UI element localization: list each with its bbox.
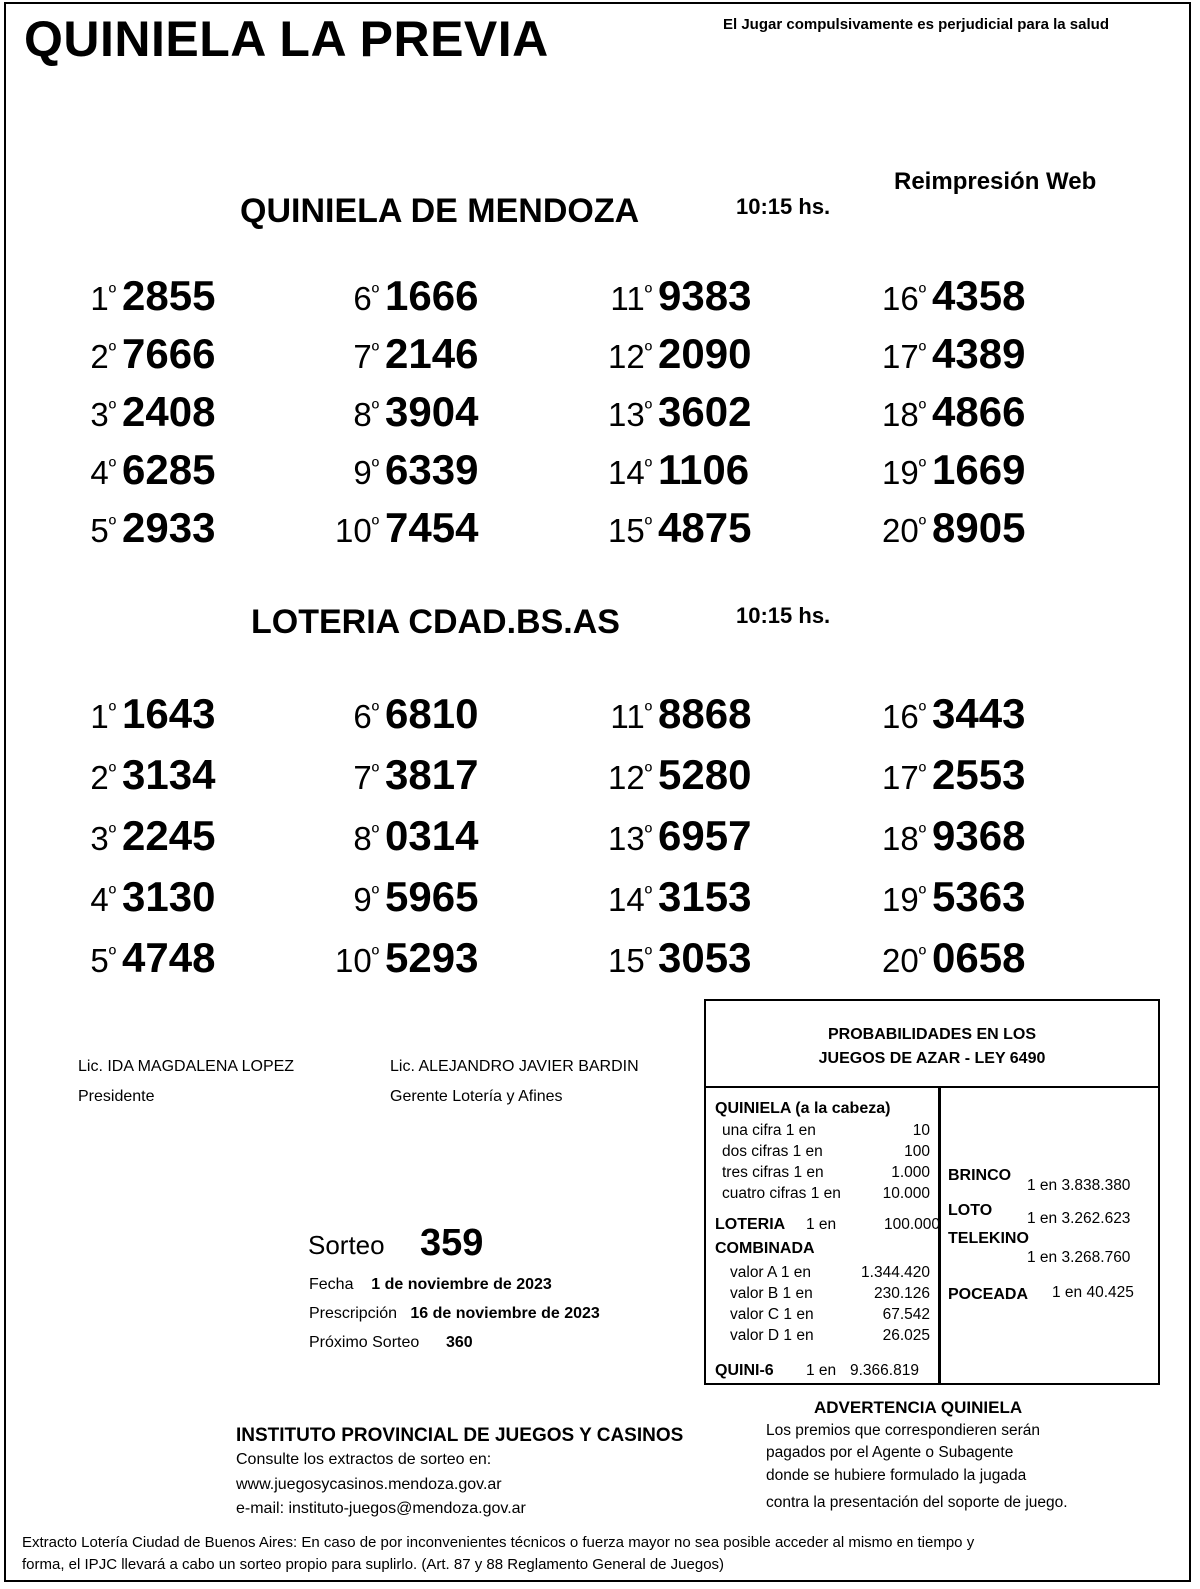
- sorteo-number: 359: [420, 1222, 484, 1264]
- result-number: 3443: [932, 690, 1026, 737]
- quiniela-odds-value: 10.000: [882, 1185, 930, 1202]
- combinada-odds-label: valor A 1 en: [730, 1264, 812, 1281]
- result-number: 2245: [122, 812, 216, 859]
- result-entry: [70, 934, 215, 982]
- signature-role-manager: Gerente Lotería y Afines: [390, 1088, 563, 1105]
- signature-name-manager: Lic. ALEJANDRO JAVIER BARDIN: [390, 1058, 639, 1075]
- result-number: 1669: [932, 446, 1026, 493]
- quini6-value: 9.366.819: [850, 1362, 919, 1379]
- result-number: 8905: [932, 504, 1026, 551]
- result-entry: [592, 446, 749, 494]
- poceada-value: 1 en 40.425: [1052, 1284, 1134, 1301]
- result-number: 3153: [658, 873, 752, 920]
- result-entry: [70, 690, 215, 738]
- result-number: 6957: [658, 812, 752, 859]
- result-entry: [592, 504, 751, 552]
- result-number: 5965: [385, 873, 479, 920]
- advertencia-line: donde se hubiere formulado la jugada: [766, 1467, 1027, 1484]
- probabilities-title-1: PROBABILIDADES EN LOS: [827, 1026, 1036, 1043]
- result-position: $15^º$: [607, 512, 652, 549]
- result-number: 3904: [385, 388, 479, 435]
- result-entry: [70, 504, 215, 552]
- advertencia-line: Los premios que correspondieren serán: [766, 1422, 1040, 1439]
- result-entry: [866, 330, 1025, 378]
- result-number: 6285: [122, 446, 216, 493]
- result-entry: [866, 388, 1025, 436]
- result-entry: [70, 812, 215, 860]
- section-title-mendoza: QUINIELA DE MENDOZA: [240, 192, 640, 230]
- result-number: 2855: [122, 272, 216, 319]
- combinada-odds-label: valor C 1 en: [730, 1306, 814, 1323]
- result-position: $7^º$: [353, 338, 379, 375]
- result-entry: [319, 388, 478, 436]
- section-time-ciudad: 10:15 hs.: [736, 603, 831, 628]
- result-entry: [592, 751, 751, 799]
- result-entry: [592, 388, 751, 436]
- proximo-label: Próximo Sorteo: [309, 1334, 420, 1351]
- signature-role-president: Presidente: [78, 1088, 155, 1105]
- result-number: 1106: [658, 446, 750, 493]
- result-number: 4748: [122, 934, 216, 981]
- signature-name-president: Lic. IDA MAGDALENA LOPEZ: [78, 1058, 295, 1075]
- result-number: 0314: [385, 812, 479, 859]
- result-position: $13^º$: [607, 820, 652, 857]
- prescripcion-value: 16 de noviembre de 2023: [410, 1305, 600, 1322]
- result-position: $3^º$: [90, 820, 116, 857]
- result-number: 2090: [658, 330, 752, 377]
- quiniela-odds-value: 10: [912, 1122, 930, 1139]
- result-number: 2146: [385, 330, 479, 377]
- institute-website-link[interactable]: www.juegosycasinos.mendoza.gov.ar: [236, 1476, 502, 1493]
- page-title: QUINIELA LA PREVIA: [24, 11, 549, 67]
- result-entry: [592, 812, 751, 860]
- result-position: $14^º$: [607, 881, 652, 918]
- institute-title: INSTITUTO PROVINCIAL DE JUEGOS Y CASINOS: [236, 1425, 684, 1446]
- result-position: $16^º$: [881, 698, 926, 735]
- result-entry: [866, 751, 1025, 799]
- advertencia-line: contra la presentación del soporte de juego.: [766, 1494, 1068, 1511]
- result-position: $8^º$: [353, 820, 379, 857]
- result-position: $13^º$: [607, 396, 652, 433]
- brinco-value: 1 en 3.838.380: [1027, 1177, 1131, 1194]
- result-entry: [866, 690, 1025, 738]
- result-entry: [319, 446, 478, 494]
- result-position: $5^º$: [90, 942, 116, 979]
- result-number: 8868: [658, 690, 752, 737]
- result-entry: [866, 504, 1025, 552]
- result-entry: [319, 873, 478, 921]
- footer-line-2: forma, el IPJC llevará a cabo un sorteo propio para suplirlo. (Art. 87 y 88 Reglamento General de Juegos): [22, 1556, 725, 1573]
- result-number: 3134: [122, 751, 216, 798]
- prescripcion-row: [309, 1305, 600, 1323]
- result-position: $14^º$: [607, 454, 652, 491]
- result-position: $19^º$: [881, 454, 926, 491]
- result-entry: [319, 812, 478, 860]
- result-number: 5293: [385, 934, 479, 981]
- result-number: 3602: [658, 388, 752, 435]
- result-entry: [70, 330, 215, 378]
- result-entry: [592, 934, 751, 982]
- result-number: 2553: [932, 751, 1026, 798]
- proximo-value: 360: [445, 1334, 473, 1351]
- result-position: $4^º$: [90, 454, 116, 491]
- result-number: 5280: [658, 751, 752, 798]
- result-position: $1^º$: [90, 280, 116, 317]
- quini6-one-in: 1 en: [806, 1362, 837, 1379]
- result-number: 0658: [932, 934, 1026, 981]
- result-position: $12^º$: [607, 338, 652, 375]
- result-entry: [70, 446, 215, 494]
- combinada-odds-label: valor D 1 en: [730, 1327, 814, 1344]
- result-position: $4^º$: [90, 881, 116, 918]
- telekino-value: 1 en 3.268.760: [1027, 1249, 1131, 1266]
- combinada-odds-value: 230.126: [873, 1285, 930, 1302]
- probabilities-title-2: JUEGOS DE AZAR - LEY 6490: [818, 1050, 1046, 1067]
- advertencia-line: pagados por el Agente o Subagente: [766, 1444, 1014, 1461]
- fecha-row: [309, 1276, 552, 1294]
- loteria-label: LOTERIA: [715, 1216, 786, 1233]
- result-number: 9368: [932, 812, 1026, 859]
- result-position: $8^º$: [353, 396, 379, 433]
- result-position: $10^º$: [334, 942, 379, 979]
- result-number: 6339: [385, 446, 479, 493]
- quiniela-odds-label: cuatro cifras 1 en: [722, 1185, 841, 1202]
- telekino-label: TELEKINO: [948, 1230, 1029, 1247]
- result-entry: [866, 272, 1025, 320]
- result-position: $18^º$: [881, 820, 926, 857]
- result-entry: [70, 272, 215, 320]
- result-entry: [592, 330, 751, 378]
- quiniela-odds-value: 1.000: [891, 1164, 930, 1181]
- fecha-value: 1 de noviembre de 2023: [371, 1276, 552, 1293]
- result-position: $18^º$: [881, 396, 926, 433]
- quiniela-odds-value: 100: [904, 1143, 930, 1160]
- result-position: $5^º$: [90, 512, 116, 549]
- combinada-odds-value: 1.344.420: [861, 1264, 930, 1281]
- quiniela-odds-label: una cifra 1 en: [722, 1122, 816, 1139]
- brinco-label: BRINCO: [948, 1167, 1012, 1184]
- result-entry: [319, 504, 478, 552]
- result-entry: [319, 690, 478, 738]
- result-number: 2933: [122, 504, 216, 551]
- quiniela-odds-label: tres cifras 1 en: [722, 1164, 824, 1181]
- result-number: 4389: [932, 330, 1026, 377]
- section-time-mendoza: 10:15 hs.: [736, 194, 831, 219]
- quiniela-odds-label: dos cifras 1 en: [722, 1143, 823, 1160]
- result-position: $1^º$: [90, 698, 116, 735]
- result-number: 6810: [385, 690, 479, 737]
- result-entry: [70, 751, 215, 799]
- loteria-one-in: 1 en: [806, 1216, 837, 1233]
- poceada-label: POCEADA: [948, 1286, 1029, 1303]
- result-entry: [319, 934, 478, 982]
- combinada-label: COMBINADA: [715, 1240, 815, 1257]
- result-entry: [70, 388, 215, 436]
- result-number: 4358: [932, 272, 1026, 319]
- result-entry: [592, 272, 751, 320]
- result-position: $9^º$: [353, 881, 379, 918]
- result-position: $6^º$: [353, 280, 379, 317]
- health-warning: El Jugar compulsivamente es perjudicial para la salud: [723, 16, 1109, 33]
- result-entry: [866, 812, 1025, 860]
- result-number: 1666: [385, 272, 479, 319]
- result-number: 9383: [658, 272, 752, 319]
- result-number: 1643: [122, 690, 216, 737]
- result-position: $19^º$: [881, 881, 926, 918]
- result-entry: [592, 873, 751, 921]
- result-entry: [70, 873, 215, 921]
- result-number: 7454: [385, 504, 479, 551]
- result-number: 7666: [122, 330, 216, 377]
- probabilities-header-divider: [704, 1086, 1160, 1088]
- result-entry: [319, 751, 478, 799]
- footer-line-1: Extracto Lotería Ciudad de Buenos Aires: En caso de por inconvenientes técnicos o fuerza mayor no sea posible acceder al mismo en tiempo y: [22, 1534, 975, 1551]
- result-position: $11^º$: [610, 280, 652, 317]
- result-position: $9^º$: [353, 454, 379, 491]
- result-entry: [866, 873, 1025, 921]
- prescripcion-label: Prescripción: [309, 1305, 398, 1322]
- result-position: $17^º$: [881, 759, 926, 796]
- result-position: $17^º$: [881, 338, 926, 375]
- section-title-ciudad: LOTERIA CDAD.BS.AS: [251, 603, 620, 641]
- result-position: $2^º$: [90, 338, 116, 375]
- institute-email-link[interactable]: e-mail: instituto-juegos@mendoza.gov.ar: [236, 1500, 526, 1517]
- quini6-label: QUINI-6: [715, 1362, 774, 1379]
- result-number: 4866: [932, 388, 1026, 435]
- result-position: $16^º$: [881, 280, 926, 317]
- result-entry: [319, 272, 478, 320]
- result-position: $2^º$: [90, 759, 116, 796]
- result-number: 4875: [658, 504, 752, 551]
- result-position: $20^º$: [881, 942, 926, 979]
- result-position: $11^º$: [610, 698, 652, 735]
- result-position: $7^º$: [353, 759, 379, 796]
- proximo-row: [309, 1334, 473, 1352]
- combinada-odds-value: 26.025: [882, 1327, 930, 1344]
- result-number: 3130: [122, 873, 216, 920]
- result-position: $15^º$: [607, 942, 652, 979]
- institute-consult-line: Consulte los extractos de sorteo en:: [236, 1451, 492, 1468]
- combinada-odds-value: 67.542: [882, 1306, 930, 1323]
- result-position: $3^º$: [90, 396, 116, 433]
- reprint-label: Reimpresión Web: [894, 168, 1097, 195]
- probabilities-column-divider: [938, 1088, 941, 1385]
- loteria-value: 100.000: [883, 1216, 940, 1233]
- result-position: $10^º$: [334, 512, 379, 549]
- result-entry: [319, 330, 478, 378]
- result-position: $6^º$: [353, 698, 379, 735]
- quiniela-heading: QUINIELA (a la cabeza): [715, 1100, 891, 1117]
- result-number: 3053: [658, 934, 752, 981]
- result-number: 3817: [385, 751, 479, 798]
- sorteo-label: Sorteo: [308, 1230, 385, 1260]
- fecha-label: Fecha: [309, 1276, 354, 1293]
- result-entry: [866, 446, 1025, 494]
- result-position: $12^º$: [607, 759, 652, 796]
- loto-value: 1 en 3.262.623: [1027, 1210, 1131, 1227]
- result-number: 2408: [122, 388, 216, 435]
- loto-label: LOTO: [948, 1202, 993, 1219]
- result-entry: [866, 934, 1025, 982]
- advertencia-title: ADVERTENCIA QUINIELA: [814, 1398, 1023, 1417]
- combinada-odds-label: valor B 1 en: [730, 1285, 813, 1302]
- result-number: 5363: [932, 873, 1026, 920]
- result-entry: [592, 690, 751, 738]
- result-position: $20^º$: [881, 512, 926, 549]
